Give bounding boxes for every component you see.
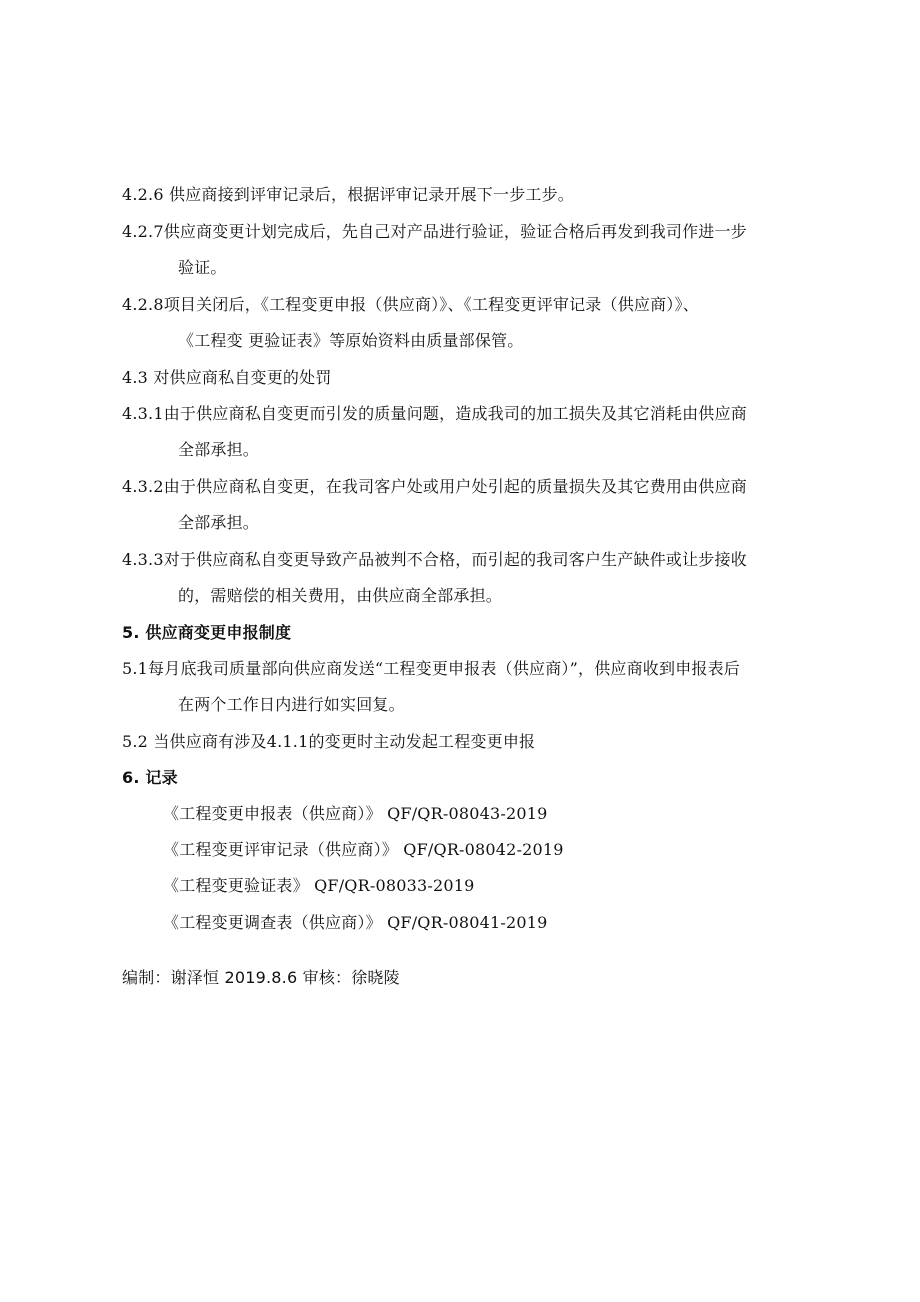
- clause-4-3-2-continued: 全部承担。: [178, 513, 260, 532]
- signature-footer: 编制：谢泽恒 2019.8.6 审核：徐晓陵: [122, 968, 400, 987]
- record-item: 《工程变更评审记录（供应商）》 QF/QR-08042-2019: [163, 840, 564, 859]
- clause-4-3-1-continued: 全部承担。: [178, 440, 260, 459]
- clause-5-1: 5.1每月底我司质量部向供应商发送“工程变更申报表（供应商）”，供应商收到申报表后: [122, 659, 741, 678]
- clause-4-2-7-continued: 验证。: [178, 258, 227, 277]
- record-item: 《工程变更申报表（供应商）》 QF/QR-08043-2019: [163, 804, 548, 823]
- clause-4-3-2: 4.3.2由于供应商私自变更，在我司客户处或用户处引起的质量损失及其它费用由供应商: [122, 477, 747, 496]
- clause-4-2-8: 4.2.8项目关闭后，《工程变更申报（供应商）》、《工程变更评审记录（供应商）》、: [122, 295, 699, 314]
- section-6-heading: 6. 记录: [122, 768, 178, 787]
- clause-4-3-1: 4.3.1由于供应商私自变更而引发的质量问题，造成我司的加工损失及其它消耗由供应商: [122, 404, 747, 423]
- clause-4-3-3-continued: 的，需赔偿的相关费用，由供应商全部承担。: [178, 586, 503, 605]
- section-4-3-heading: 4.3 对供应商私自变更的处罚: [122, 368, 332, 387]
- record-item: 《工程变更验证表》 QF/QR-08033-2019: [163, 876, 475, 895]
- clause-5-2: 5.2 当供应商有涉及4.1.1的变更时主动发起工程变更申报: [122, 732, 536, 751]
- record-item: 《工程变更调查表（供应商）》 QF/QR-08041-2019: [163, 913, 548, 932]
- clause-4-3-3: 4.3.3对于供应商私自变更导致产品被判不合格，而引起的我司客户生产缺件或让步接收: [122, 550, 747, 569]
- section-5-heading: 5. 供应商变更申报制度: [122, 623, 292, 642]
- clause-4-2-7: 4.2.7供应商变更计划完成后，先自己对产品进行验证，验证合格后再发到我司作进一步: [122, 222, 747, 241]
- clause-4-2-8-continued: 《工程变 更验证表》等原始资料由质量部保管。: [178, 331, 524, 350]
- clause-4-2-6: 4.2.6 供应商接到评审记录后，根据评审记录开展下一步工步。: [122, 185, 574, 204]
- clause-5-1-continued: 在两个工作日内进行如实回复。: [178, 695, 405, 714]
